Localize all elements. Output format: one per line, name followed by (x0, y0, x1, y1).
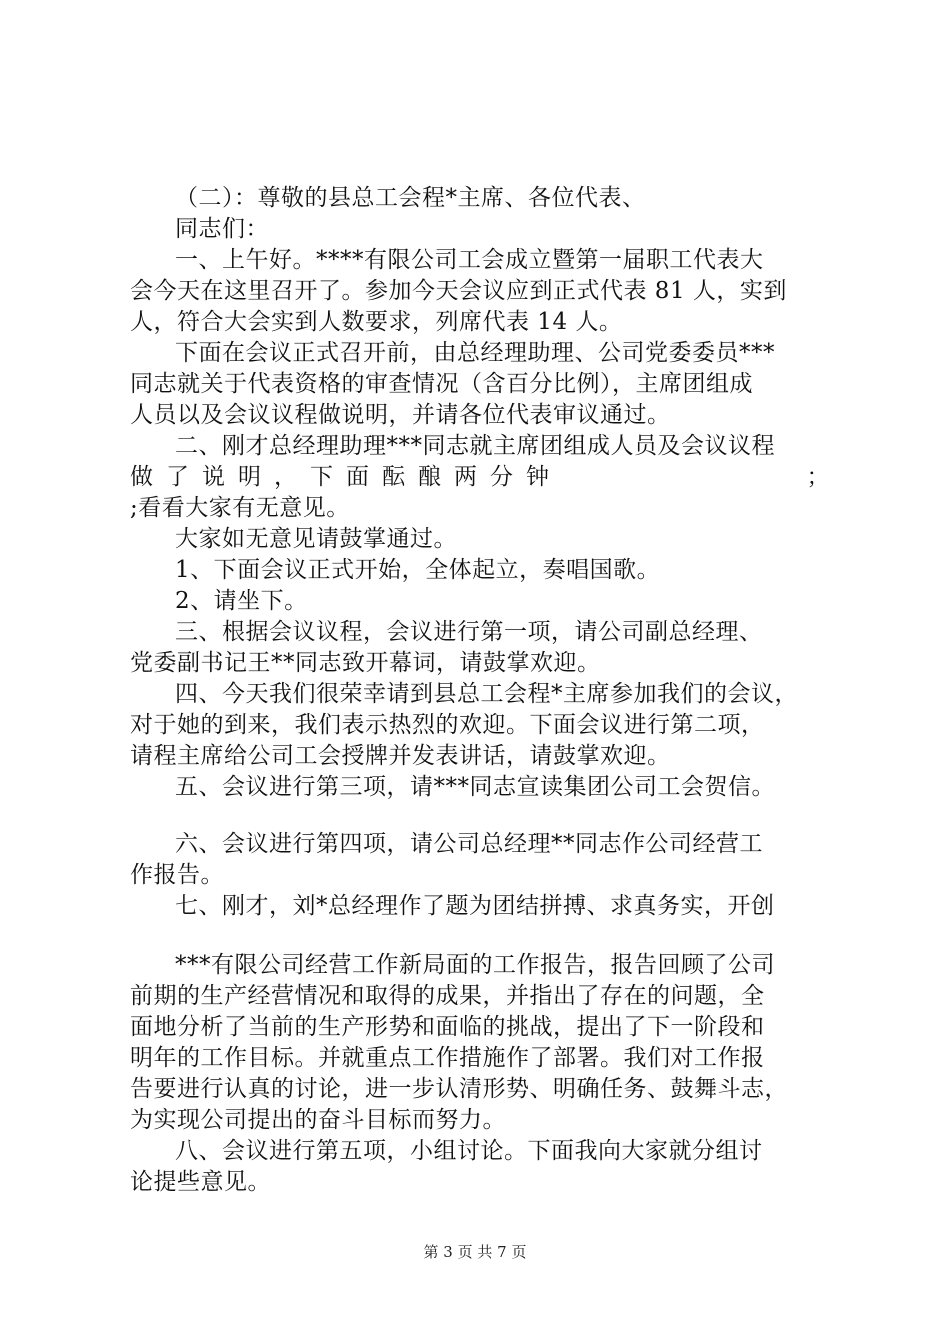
paragraph-line: 二、刚才总经理助理***同志就主席团组成人员及会议议程 (175, 433, 775, 459)
paragraph-line: 大家如无意见请鼓掌通过。 (175, 526, 457, 552)
paragraph-line: （二）：尊敬的县总工会程*主席、各位代表、 (175, 185, 646, 211)
paragraph-line: 告要进行认真的讨论，进一步认清形势、明确任务、鼓舞斗志， (130, 1076, 788, 1102)
paragraph-line: 请程主席给公司工会授牌并发表讲话，请鼓掌欢迎。 (130, 743, 671, 769)
paragraph-line: 2、请坐下。 (175, 588, 308, 614)
paragraph-line: 四、今天我们很荣幸请到县总工会程*主席参加我们的会议， (175, 681, 798, 707)
paragraph-line: 1、下面会议正式开始，全体起立，奏唱国歌。 (175, 557, 661, 583)
paragraph-line: 明年的工作目标。并就重点工作措施作了部署。我们对工作报 (130, 1045, 765, 1071)
paragraph-line: 对于她的到来，我们表示热烈的欢迎。下面会议进行第二项， (130, 712, 765, 738)
paragraph-line: 会今天在这里召开了。参加今天会议应到正式代表 81 人，实到 (130, 278, 787, 304)
paragraph-line: 同志们： (175, 216, 269, 242)
paragraph-line-spread (130, 462, 830, 492)
paragraph-line: 同志就关于代表资格的审查情况（含百分比例），主席团组成 (130, 371, 753, 397)
paragraph-line: ;看看大家有无意见。 (130, 495, 350, 521)
paragraph-line: 为实现公司提出的奋斗目标而努力。 (130, 1107, 506, 1133)
paragraph-line: 三、根据会议议程，会议进行第一项，请公司副总经理、 (175, 619, 763, 645)
paragraph-line: 人，符合大会实到人数要求，列席代表 14 人。 (130, 309, 623, 335)
paragraph-line: 人员以及会议议程做说明，并请各位代表审议通过。 (130, 402, 671, 428)
paragraph-line: 七、刚才，刘*总经理作了题为团结拼搏、求真务实，开创 (175, 893, 775, 919)
paragraph-line: 党委副书记王**同志致开幕词，请鼓掌欢迎。 (130, 650, 601, 676)
paragraph-line: 八、会议进行第五项，小组讨论。下面我向大家就分组讨 (175, 1138, 763, 1164)
paragraph-line: 论提些意见。 (130, 1169, 271, 1195)
paragraph-line: 面地分析了当前的生产形势和面临的挑战，提出了下一阶段和 (130, 1014, 765, 1040)
paragraph-line: 前期的生产经营情况和取得的成果，并指出了存在的问题，全 (130, 983, 765, 1009)
paragraph-line: 五、会议进行第三项，请***同志宣读集团公司工会贺信。 (175, 774, 775, 800)
paragraph-line: 下面在会议正式召开前，由总经理助理、公司党委委员*** (175, 340, 775, 366)
paragraph-line: ***有限公司经营工作新局面的工作报告，报告回顾了公司 (175, 952, 775, 978)
paragraph-fragment: 做了说明，下面酝酿两分钟 (130, 464, 562, 490)
paragraph-fragment: ； (806, 464, 830, 490)
paragraph-line: 一、上午好。****有限公司工会成立暨第一届职工代表大 (175, 247, 764, 273)
page-number-footer: 第 3 页 共 7 页 (423, 1243, 527, 1261)
paragraph-line: 六、会议进行第四项，请公司总经理**同志作公司经营工 (175, 831, 763, 857)
paragraph-line: 作报告。 (130, 862, 224, 888)
